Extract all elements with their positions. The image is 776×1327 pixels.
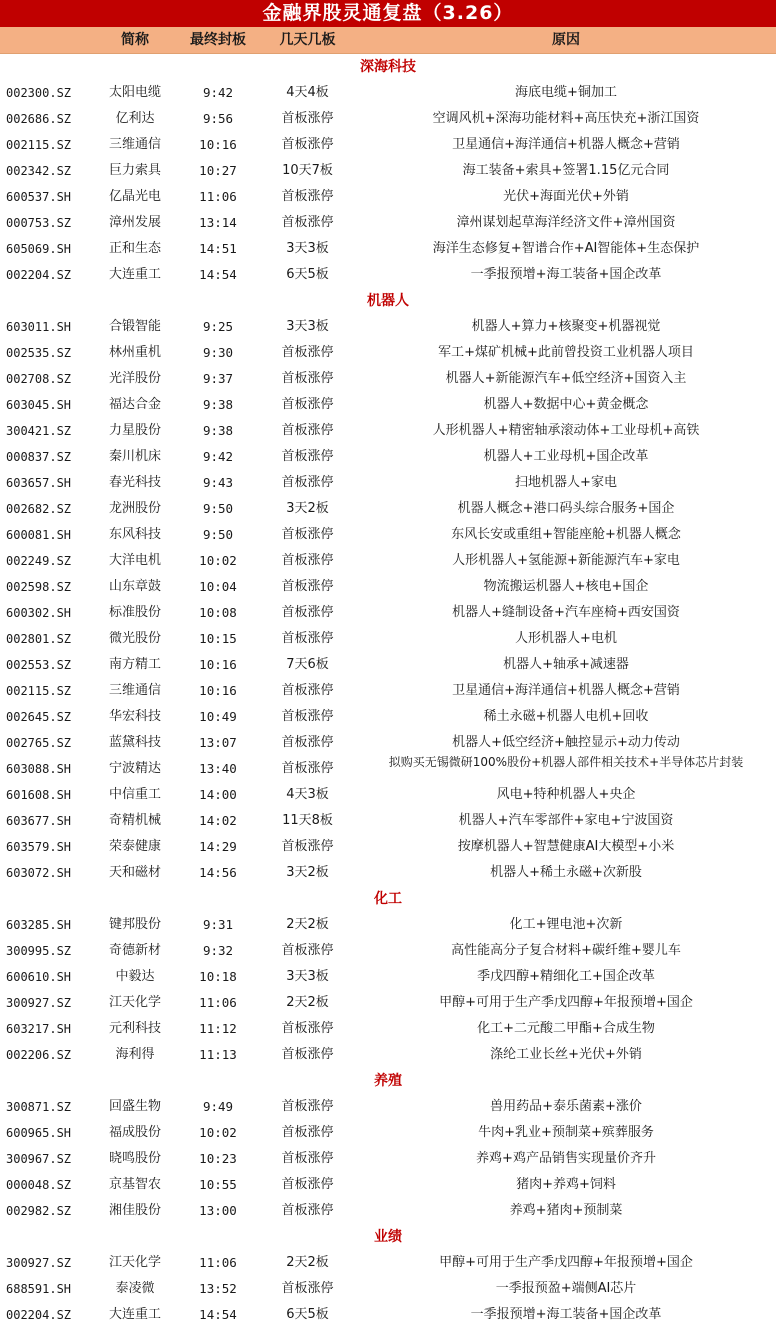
board-count: 首板涨停 xyxy=(281,1177,334,1192)
board-count: 6天5板 xyxy=(286,267,329,282)
reason-text: 甲醇+可用于生产季戊四醇+年报预增+国企 xyxy=(439,995,693,1010)
stock-name: 福成股份 xyxy=(108,1125,161,1140)
stock-name: 江天化学 xyxy=(108,995,161,1010)
table-row xyxy=(0,1042,776,1068)
reason-text: 东风长安或重组+智能座舱+机器人概念 xyxy=(451,527,681,542)
stock-code: 002300.SZ xyxy=(6,86,72,100)
reason-text: 机器人概念+港口码头综合服务+国企 xyxy=(457,501,675,516)
board-count: 4天4板 xyxy=(286,85,329,100)
reason-text: 风电+特种机器人+央企 xyxy=(496,787,636,802)
stock-code: 002249.SZ xyxy=(6,554,72,568)
reason-text: 光伏+海面光伏+外销 xyxy=(503,189,629,204)
board-count: 7天6板 xyxy=(286,657,329,672)
stock-code: 603045.SH xyxy=(6,398,72,412)
table-row xyxy=(0,522,776,548)
final-seal-time: 11:06 xyxy=(199,995,237,1010)
reason-text: 扫地机器人+家电 xyxy=(515,475,617,490)
stock-name: 巨力索具 xyxy=(108,163,161,178)
stock-code: 000753.SZ xyxy=(6,216,72,230)
stock-name: 标准股份 xyxy=(108,605,161,620)
reason-text: 军工+煤矿机械+此前曾投资工业机器人项目 xyxy=(438,345,694,360)
reason-text: 机器人+新能源汽车+低空经济+国资入主 xyxy=(445,371,687,386)
stock-name: 福达合金 xyxy=(108,397,161,412)
final-seal-time: 14:51 xyxy=(199,241,237,256)
stock-name: 京基智农 xyxy=(108,1177,161,1192)
board-count: 首板涨停 xyxy=(281,1151,334,1166)
board-count: 3天3板 xyxy=(286,969,329,984)
final-seal-time: 14:54 xyxy=(199,267,237,282)
stock-name: 林州重机 xyxy=(108,345,161,360)
table-row xyxy=(0,366,776,392)
stock-code: 605069.SH xyxy=(6,242,72,256)
section-header: 机器人 xyxy=(367,293,409,309)
table-row xyxy=(0,106,776,132)
reason-text: 人形机器人+电机 xyxy=(515,631,617,646)
reason-text: 人形机器人+精密轴承滚动体+工业母机+高铁 xyxy=(432,423,700,438)
header-code xyxy=(0,27,93,53)
reason-text: 机器人+稀土永磁+次新股 xyxy=(490,865,642,880)
stock-name: 大连重工 xyxy=(108,267,161,282)
stock-name: 亿利达 xyxy=(115,111,155,126)
stock-code: 600081.SH xyxy=(6,528,72,542)
stock-name: 奇德新材 xyxy=(108,943,161,958)
header-name: 简称 xyxy=(121,32,149,48)
stock-name: 中毅达 xyxy=(115,969,155,984)
table-row xyxy=(0,132,776,158)
final-seal-time: 11:12 xyxy=(199,1021,237,1036)
reason-text: 机器人+低空经济+触控显示+动力传动 xyxy=(452,735,680,750)
stock-code: 603285.SH xyxy=(6,918,72,932)
table-row xyxy=(0,782,776,808)
stock-name: 光洋股份 xyxy=(108,371,161,386)
stock-code: 603088.SH xyxy=(6,762,72,776)
board-count: 6天5板 xyxy=(286,1307,329,1322)
board-count: 首板涨停 xyxy=(281,761,334,776)
final-seal-time: 9:30 xyxy=(202,345,234,360)
stock-name: 三维通信 xyxy=(108,137,161,152)
final-seal-time: 9:25 xyxy=(202,319,234,334)
board-count: 首板涨停 xyxy=(281,839,334,854)
reason-text: 机器人+工业母机+国企改革 xyxy=(483,449,649,464)
reason-text: 拟购买无锡微研100%股份+机器人部件相关技术+半导体芯片封装 xyxy=(388,756,744,769)
reason-text: 漳州谋划起草海洋经济文件+漳州国资 xyxy=(456,215,676,230)
table-row xyxy=(0,600,776,626)
board-count: 首板涨停 xyxy=(281,215,334,230)
final-seal-time: 10:02 xyxy=(199,553,237,568)
stock-code: 002682.SZ xyxy=(6,502,72,516)
table-row xyxy=(0,808,776,834)
table-row xyxy=(0,314,776,340)
stock-name: 海利得 xyxy=(115,1047,155,1062)
board-count: 2天2板 xyxy=(286,917,329,932)
table-row xyxy=(0,158,776,184)
final-seal-time: 13:52 xyxy=(199,1281,237,1296)
final-seal-time: 9:42 xyxy=(202,449,234,464)
reason-text: 养鸡+猪肉+预制菜 xyxy=(509,1203,623,1218)
table-row xyxy=(0,938,776,964)
final-seal-time: 9:56 xyxy=(202,111,234,126)
stock-name: 奇精机械 xyxy=(108,813,161,828)
final-seal-time: 14:00 xyxy=(199,787,237,802)
final-seal-time: 14:56 xyxy=(199,865,237,880)
table-row xyxy=(0,626,776,652)
final-seal-time: 9:31 xyxy=(202,917,234,932)
stock-code: 600537.SH xyxy=(6,190,72,204)
reason-text: 机器人+数据中心+黄金概念 xyxy=(483,397,649,412)
board-count: 3天3板 xyxy=(286,319,329,334)
reason-text: 一季报预盈+端侧AI芯片 xyxy=(495,1281,637,1296)
reason-text: 猪肉+养鸡+饲料 xyxy=(516,1177,616,1192)
stock-name: 山东章鼓 xyxy=(108,579,161,594)
stock-code: 002982.SZ xyxy=(6,1204,72,1218)
table-row xyxy=(0,704,776,730)
section-header: 业绩 xyxy=(374,1229,402,1245)
table-row xyxy=(0,210,776,236)
stock-name: 南方精工 xyxy=(108,657,161,672)
table-row xyxy=(0,262,776,288)
board-count: 首板涨停 xyxy=(281,475,334,490)
table-row xyxy=(0,860,776,886)
final-seal-time: 9:42 xyxy=(202,85,234,100)
final-seal-time: 10:16 xyxy=(199,657,237,672)
stock-code: 603217.SH xyxy=(6,1022,72,1036)
board-count: 首板涨停 xyxy=(281,1203,334,1218)
final-seal-time: 14:02 xyxy=(199,813,237,828)
reason-text: 机器人+汽车零部件+家电+宁波国资 xyxy=(458,813,674,828)
board-count: 3天3板 xyxy=(286,241,329,256)
board-count: 3天2板 xyxy=(286,865,329,880)
reason-text: 一季报预增+海工装备+国企改革 xyxy=(470,1307,662,1322)
reason-text: 甲醇+可用于生产季戊四醇+年报预增+国企 xyxy=(439,1255,693,1270)
final-seal-time: 10:23 xyxy=(199,1151,237,1166)
board-count: 首板涨停 xyxy=(281,371,334,386)
table-row xyxy=(0,990,776,1016)
section-header: 深海科技 xyxy=(360,59,416,75)
table-row xyxy=(0,184,776,210)
table-row xyxy=(0,548,776,574)
reason-text: 季戊四醇+精细化工+国企改革 xyxy=(477,969,655,984)
final-seal-time: 10:02 xyxy=(199,1125,237,1140)
final-seal-time: 10:55 xyxy=(199,1177,237,1192)
table-row xyxy=(0,574,776,600)
stock-code: 002206.SZ xyxy=(6,1048,72,1062)
stock-code: 603657.SH xyxy=(6,476,72,490)
header-time: 最终封板 xyxy=(190,32,246,48)
stock-code: 600302.SH xyxy=(6,606,72,620)
final-seal-time: 9:50 xyxy=(202,501,234,516)
stock-name: 秦川机床 xyxy=(108,449,161,464)
reason-text: 化工+二元酸二甲酯+合成生物 xyxy=(477,1021,655,1036)
stock-code: 601608.SH xyxy=(6,788,72,802)
stock-code: 002115.SZ xyxy=(6,684,72,698)
table-row xyxy=(0,496,776,522)
stock-code: 000048.SZ xyxy=(6,1178,72,1192)
header-board: 几天几板 xyxy=(279,32,336,48)
reason-text: 化工+锂电池+次新 xyxy=(509,917,623,932)
stock-name: 微光股份 xyxy=(108,631,161,646)
stock-code: 300995.SZ xyxy=(6,944,72,958)
reason-text: 高性能高分子复合材料+碳纤维+婴儿车 xyxy=(451,943,681,958)
final-seal-time: 10:04 xyxy=(199,579,237,594)
final-seal-time: 10:27 xyxy=(199,163,237,178)
final-seal-time: 10:18 xyxy=(199,969,237,984)
final-seal-time: 10:49 xyxy=(199,709,237,724)
table-row xyxy=(0,340,776,366)
table-row xyxy=(0,1198,776,1224)
stock-name: 大连重工 xyxy=(108,1307,161,1322)
reason-text: 牛肉+乳业+预制菜+殡葬服务 xyxy=(478,1125,654,1140)
stock-name: 湘佳股份 xyxy=(108,1203,161,1218)
stock-name: 正和生态 xyxy=(108,241,161,256)
table-row xyxy=(0,1094,776,1120)
table-row xyxy=(0,1276,776,1302)
board-count: 11天8板 xyxy=(282,813,333,828)
stock-code: 603579.SH xyxy=(6,840,72,854)
table-row xyxy=(0,652,776,678)
board-count: 首板涨停 xyxy=(281,1021,334,1036)
stock-code: 300927.SZ xyxy=(6,996,72,1010)
final-seal-time: 11:06 xyxy=(199,189,237,204)
table-row xyxy=(0,730,776,756)
table-row xyxy=(0,236,776,262)
board-count: 首板涨停 xyxy=(281,189,334,204)
reason-text: 人形机器人+氢能源+新能源汽车+家电 xyxy=(452,553,680,568)
reason-text: 涤纶工业长丝+光伏+外销 xyxy=(490,1047,642,1062)
board-count: 首板涨停 xyxy=(281,449,334,464)
table-row xyxy=(0,834,776,860)
final-seal-time: 9:38 xyxy=(202,423,234,438)
reason-text: 一季报预增+海工装备+国企改革 xyxy=(470,267,662,282)
final-seal-time: 9:50 xyxy=(202,527,234,542)
stock-name: 中信重工 xyxy=(108,787,161,802)
final-seal-time: 13:40 xyxy=(199,761,237,776)
table-row xyxy=(0,470,776,496)
stock-name: 合锻智能 xyxy=(108,319,161,334)
final-seal-time: 10:16 xyxy=(199,137,237,152)
reason-text: 空调风机+深海功能材料+高压快充+浙江国资 xyxy=(432,111,700,126)
stock-code: 002342.SZ xyxy=(6,164,72,178)
final-seal-time: 9:32 xyxy=(202,943,234,958)
section-header: 化工 xyxy=(374,891,402,907)
reason-text: 机器人+缝制设备+汽车座椅+西安国资 xyxy=(452,605,680,620)
final-seal-time: 9:49 xyxy=(202,1099,234,1114)
stock-name: 泰凌微 xyxy=(115,1281,155,1296)
board-count: 首板涨停 xyxy=(281,943,334,958)
stock-name: 力星股份 xyxy=(108,423,161,438)
table-row xyxy=(0,1172,776,1198)
stock-name: 龙洲股份 xyxy=(108,501,161,516)
reason-text: 卫星通信+海洋通信+机器人概念+营销 xyxy=(452,683,680,698)
board-count: 2天2板 xyxy=(286,1255,329,1270)
stock-name: 宁波精达 xyxy=(108,761,161,776)
board-count: 3天2板 xyxy=(286,501,329,516)
stock-name: 键邦股份 xyxy=(108,917,161,932)
board-count: 首板涨停 xyxy=(281,553,334,568)
table-row xyxy=(0,964,776,990)
board-count: 首板涨停 xyxy=(281,709,334,724)
stock-code: 600610.SH xyxy=(6,970,72,984)
final-seal-time: 11:06 xyxy=(199,1255,237,1270)
stock-name: 蓝黛科技 xyxy=(108,735,161,750)
stock-name: 华宏科技 xyxy=(108,709,161,724)
stock-code: 002553.SZ xyxy=(6,658,72,672)
table-row xyxy=(0,444,776,470)
stock-code: 002535.SZ xyxy=(6,346,72,360)
reason-text: 稀土永磁+机器人电机+回收 xyxy=(483,709,649,724)
table-row xyxy=(0,392,776,418)
stock-name: 春光科技 xyxy=(108,475,161,490)
final-seal-time: 11:13 xyxy=(199,1047,237,1062)
board-count: 首板涨停 xyxy=(281,735,334,750)
stock-name: 东风科技 xyxy=(108,527,161,542)
stock-name: 荣泰健康 xyxy=(108,839,161,854)
table-row xyxy=(0,418,776,444)
stock-name: 亿晶光电 xyxy=(108,189,161,204)
table-row xyxy=(0,80,776,106)
board-count: 首板涨停 xyxy=(281,137,334,152)
stock-code: 603011.SH xyxy=(6,320,72,334)
reason-text: 海底电缆+铜加工 xyxy=(515,85,617,100)
stock-code: 603677.SH xyxy=(6,814,72,828)
final-seal-time: 13:07 xyxy=(199,735,237,750)
reason-text: 卫星通信+海洋通信+机器人概念+营销 xyxy=(452,137,680,152)
stock-name: 天和磁材 xyxy=(108,865,161,880)
board-count: 首板涨停 xyxy=(281,1281,334,1296)
board-count: 首板涨停 xyxy=(281,397,334,412)
board-count: 首板涨停 xyxy=(281,605,334,620)
board-count: 首板涨停 xyxy=(281,579,334,594)
stock-code: 688591.SH xyxy=(6,1282,72,1296)
stock-name: 太阳电缆 xyxy=(108,85,161,100)
reason-text: 按摩机器人+智慧健康AI大模型+小米 xyxy=(457,839,675,854)
stock-code: 002708.SZ xyxy=(6,372,72,386)
stock-code: 603072.SH xyxy=(6,866,72,880)
table-row xyxy=(0,1016,776,1042)
final-seal-time: 10:15 xyxy=(199,631,237,646)
reason-text: 机器人+轴承+减速器 xyxy=(503,657,629,672)
final-seal-time: 13:00 xyxy=(199,1203,237,1218)
stock-name: 江天化学 xyxy=(108,1255,161,1270)
reason-text: 海洋生态修复+智谱合作+AI智能体+生态保护 xyxy=(432,241,700,256)
stock-code: 300927.SZ xyxy=(6,1256,72,1270)
reason-text: 兽用药品+泰乐菌素+涨价 xyxy=(490,1099,642,1114)
section-header: 养殖 xyxy=(374,1073,402,1089)
stock-code: 300967.SZ xyxy=(6,1152,72,1166)
stock-code: 002204.SZ xyxy=(6,1308,72,1322)
reason-text: 物流搬运机器人+核电+国企 xyxy=(483,579,649,594)
board-count: 首板涨停 xyxy=(281,111,334,126)
table-row xyxy=(0,678,776,704)
stock-code: 002686.SZ xyxy=(6,112,72,126)
table-row xyxy=(0,1302,776,1327)
reason-text: 养鸡+鸡产品销售实现量价齐升 xyxy=(476,1151,656,1166)
stock-code: 002598.SZ xyxy=(6,580,72,594)
stock-code: 300871.SZ xyxy=(6,1100,72,1114)
board-count: 首板涨停 xyxy=(281,683,334,698)
stock-code: 002204.SZ xyxy=(6,268,72,282)
board-count: 首板涨停 xyxy=(281,1047,334,1062)
stock-code: 300421.SZ xyxy=(6,424,72,438)
table-row xyxy=(0,756,776,782)
stock-code: 000837.SZ xyxy=(6,450,72,464)
final-seal-time: 9:37 xyxy=(202,371,234,386)
stock-name: 大洋电机 xyxy=(108,553,161,568)
board-count: 2天2板 xyxy=(286,995,329,1010)
header-reason: 原因 xyxy=(552,32,580,48)
board-count: 首板涨停 xyxy=(281,345,334,360)
stock-name: 晓鸣股份 xyxy=(108,1151,161,1166)
final-seal-time: 13:14 xyxy=(199,215,237,230)
table-row xyxy=(0,912,776,938)
reason-text: 机器人+算力+核聚变+机器视觉 xyxy=(471,319,661,334)
board-count: 首板涨停 xyxy=(281,1125,334,1140)
final-seal-time: 10:16 xyxy=(199,683,237,698)
stock-code: 600965.SH xyxy=(6,1126,72,1140)
sheet-title: 金融界股灵通复盘（3.26） xyxy=(0,0,776,27)
stock-name: 元利科技 xyxy=(108,1021,161,1036)
final-seal-time: 9:38 xyxy=(202,397,234,412)
stock-name: 回盛生物 xyxy=(108,1099,161,1114)
board-count: 首板涨停 xyxy=(281,1099,334,1114)
final-seal-time: 9:43 xyxy=(202,475,234,490)
stock-code: 002645.SZ xyxy=(6,710,72,724)
board-count: 首板涨停 xyxy=(281,423,334,438)
column-header-row xyxy=(0,27,776,54)
stock-code: 002115.SZ xyxy=(6,138,72,152)
table-row xyxy=(0,1120,776,1146)
final-seal-time: 14:29 xyxy=(199,839,237,854)
table-row xyxy=(0,1146,776,1172)
final-seal-time: 10:08 xyxy=(199,605,237,620)
final-seal-time: 14:54 xyxy=(199,1307,237,1322)
board-count: 首板涨停 xyxy=(281,631,334,646)
reason-text: 海工装备+索具+签署1.15亿元合同 xyxy=(462,163,670,178)
stock-name: 三维通信 xyxy=(108,683,161,698)
stock-code: 002801.SZ xyxy=(6,632,72,646)
stock-code: 002765.SZ xyxy=(6,736,72,750)
table-row xyxy=(0,1250,776,1276)
board-count: 4天3板 xyxy=(286,787,329,802)
board-count: 首板涨停 xyxy=(281,527,334,542)
board-count: 10天7板 xyxy=(282,163,333,178)
stock-name: 漳州发展 xyxy=(108,215,161,230)
table-body xyxy=(0,54,776,1327)
